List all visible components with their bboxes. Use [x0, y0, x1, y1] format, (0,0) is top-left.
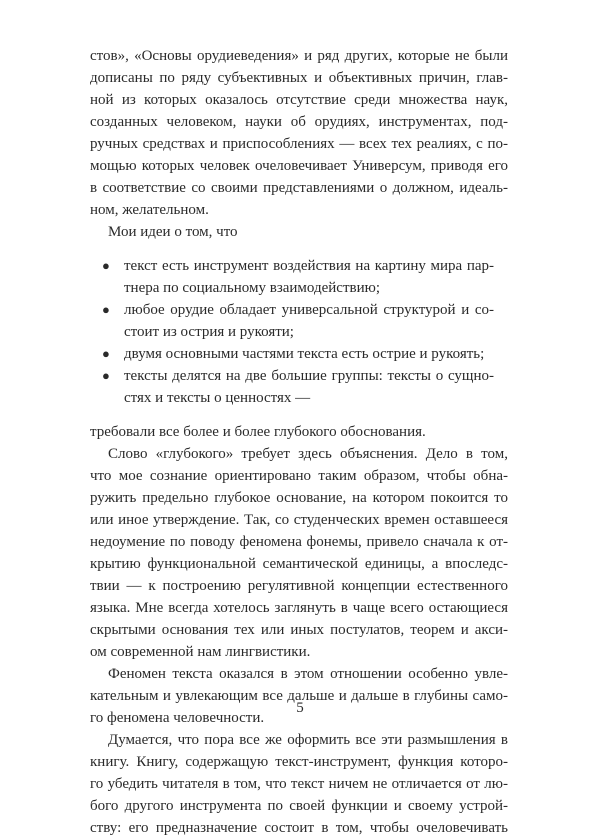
text-line: тексты делятся на две большие группы: тексты о сущно- — [124, 368, 494, 384]
text-line: стов», «Основы орудиеведения» и ряд других, которые не были — [90, 48, 508, 64]
ideas-list — [90, 255, 508, 409]
list-item — [90, 299, 508, 343]
text-line: дописаны по ряду субъективных и объективных причин, глав- — [90, 70, 508, 86]
text-line: ом современной нам лингвистики. — [90, 644, 311, 660]
text-line: тнера по социальному взаимодействию; — [124, 280, 381, 296]
text-line: ном, желательном. — [90, 202, 209, 218]
bullet-icon: ● — [102, 346, 110, 361]
text-line: го убедить читателя в том, что текст ничем не отличается от лю- — [90, 776, 508, 792]
list-item — [90, 343, 508, 365]
text-line: в соответствие со своими представлениями о должном, идеаль- — [90, 180, 508, 196]
spacer — [90, 243, 508, 255]
text-line: Мои идеи о том, что — [108, 224, 238, 240]
paragraph-depth — [90, 443, 508, 663]
text-line: ручных средствах и приспособлениях — всех тех реалиях, с по- — [90, 136, 508, 152]
text-line: стях и тексты о ценностях — — [124, 390, 311, 406]
paragraph-ideas-intro — [90, 221, 508, 243]
text-line: стоит из острия и рукояти; — [124, 324, 294, 340]
text-line: ству: его предназначение состоит в том, чтобы очеловечивать — [90, 820, 508, 836]
text-line: книгу. Книгу, содержащую текст-инструмент, функция которо- — [90, 754, 508, 770]
list-item — [90, 365, 508, 409]
bullet-icon: ● — [102, 302, 110, 317]
text-line: что мое сознание ориентировано таким образом, чтобы обна- — [90, 468, 508, 484]
body-text — [90, 45, 508, 839]
bullet-icon: ● — [102, 368, 110, 383]
text-line: го феномена человечности. — [90, 710, 265, 726]
text-line: созданных человеком, науки об орудиях, инструментах, под- — [90, 114, 508, 130]
text-line: Слово «глубокого» требует здесь объяснения. Дело в том, — [108, 446, 508, 462]
paragraph-book-intent — [90, 729, 508, 839]
text-line: любое орудие обладает универсальной структурой и со- — [124, 302, 494, 318]
paragraph-text-phenomenon — [90, 663, 508, 729]
text-line: текст есть инструмент воздействия на картину мира пар- — [124, 258, 494, 274]
text-line: ной из которых оказалось отсутствие среди множества наук, — [90, 92, 508, 108]
text-line: бого другого инструмента по своей функции и своему устрой- — [90, 798, 508, 814]
text-line: твии — к построению регулятивной концепции естественного — [90, 578, 508, 594]
text-line: Феномен текста оказался в этом отношении особенно увле- — [108, 666, 508, 682]
text-line: скрытыми основания тех или иных постулатов, теорем и акси- — [90, 622, 508, 638]
spacer — [90, 409, 508, 421]
paragraph-continuation — [90, 45, 508, 221]
text-line: языка. Мне всегда хотелось заглянуть в чаще всего остающиеся — [90, 600, 508, 616]
bullet-icon: ● — [102, 258, 110, 273]
text-line: недоумение по поводу феномена фонемы, привело сначала к от- — [90, 534, 508, 550]
text-line: ружить предельно глубокое основание, на котором покоится то — [90, 490, 508, 506]
text-line: крытию функциональной семантической единицы, а впоследс- — [90, 556, 508, 572]
list-item — [90, 255, 508, 299]
text-line: кательным и увлекающим все дальше и дальше в глубины само- — [90, 688, 508, 704]
text-line: мощью которых человек очеловечивает Универсум, приводя его — [90, 158, 508, 174]
text-line: требовали все более и более глубокого обоснования. — [90, 424, 426, 440]
text-line: или иное утверждение. Так, со студенческих времен оставшееся — [90, 512, 508, 528]
text-line: Думается, что пора все же оформить все эти размышления в — [108, 732, 508, 748]
page-number: 5 — [296, 700, 304, 716]
text-line: двумя основными частями текста есть острие и рукоять; — [124, 346, 485, 362]
paragraph-conclusion — [90, 421, 508, 443]
